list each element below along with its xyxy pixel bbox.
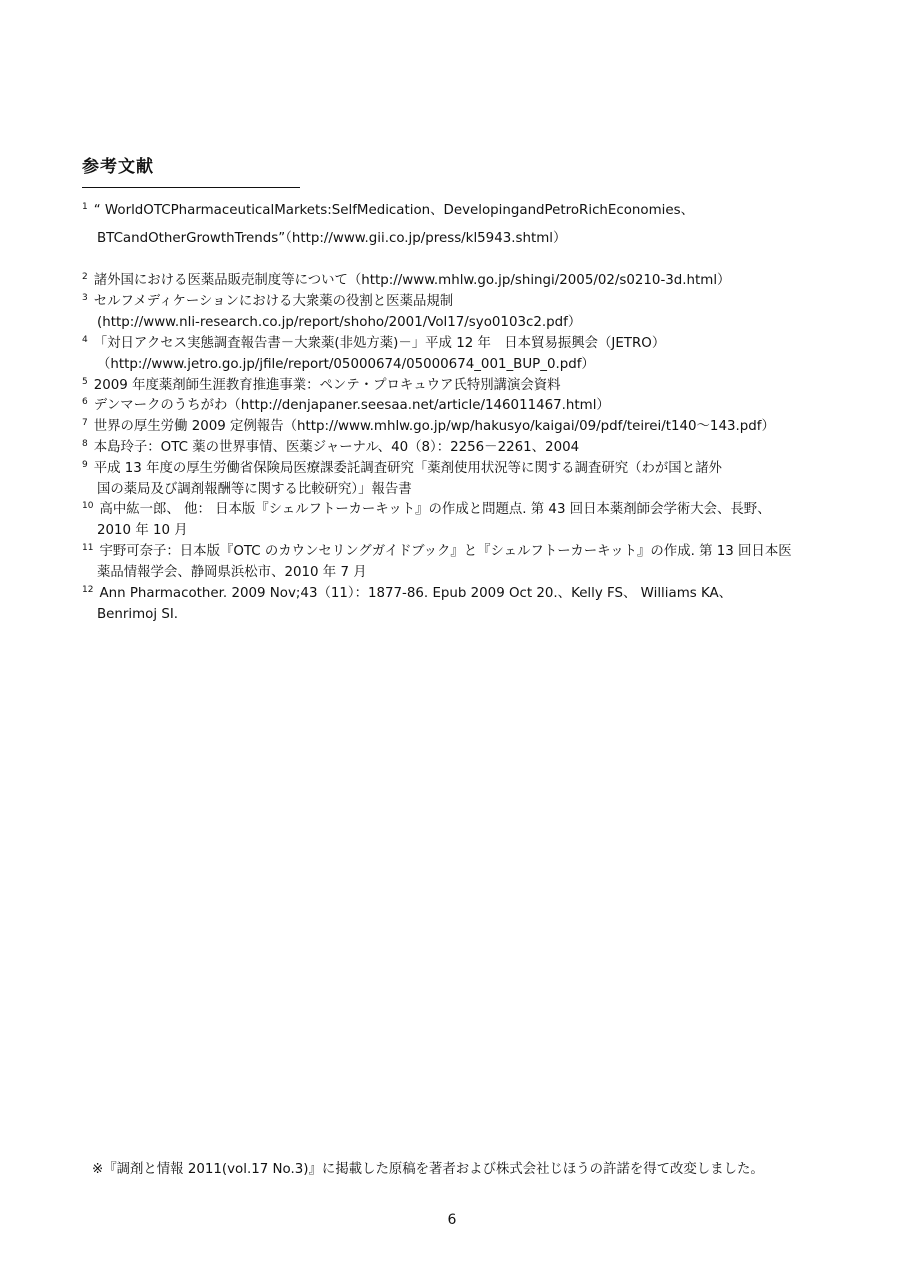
reference-text: （http://www.jetro.go.jp/jfile/report/05000674/05000674_001_BUP_0.pdf） <box>97 357 595 372</box>
footer-note: ※『調剤と情報 2011(vol.17 No.3)』に掲載した原稿を著者および株式会社じほうの許諾を得て改変しました。 <box>92 1162 764 1177</box>
reference-text: (http://www.nli-research.co.jp/report/shoho/2001/Vol17/syo0103c2.pdf） <box>97 315 582 330</box>
reference-number: 6 <box>82 397 88 407</box>
reference-text: セルフメディケーションにおける大衆薬の役割と医薬品規制 <box>93 294 454 309</box>
reference-number: 12 <box>82 585 94 595</box>
reference-text: 宇野可奈子：日本版『OTC のカウンセリングガイドブック』と『シェルフトーカーキット』の作成. 第 13 回日本医 <box>99 544 792 559</box>
reference-number: 8 <box>82 439 88 449</box>
reference-text: 薬品情報学会、静岡県浜松市、2010 年 7 月 <box>97 565 367 580</box>
references-heading: 参考文献 <box>82 157 154 177</box>
reference-9 <box>82 458 862 500</box>
reference-text: デンマークのうちがわ（http://denjapaner.seesaa.net/article/146011467.html） <box>93 398 610 413</box>
reference-2 <box>82 270 862 291</box>
reference-text: 国の薬局及び調剤報酬等に関する比較研究）」報告書 <box>97 482 412 497</box>
reference-text: 世界の厚生労働 2009 定例報告（http://www.mhlw.go.jp/wp/hakusyo/kaigai/09/pdf/teirei/t140～143.pdf） <box>93 419 775 434</box>
reference-number: 9 <box>82 460 88 470</box>
heading-divider <box>82 187 300 188</box>
reference-text: 「対日アクセス実態調査報告書－大衆薬(非処方薬)－」平成 12 年 日本貿易振興会（JETRO） <box>93 336 666 351</box>
reference-7 <box>82 416 862 437</box>
reference-text: 2010 年 10 月 <box>97 523 188 538</box>
reference-text: 平成 13 年度の厚生労働省保険局医療課委託調査研究「薬剤使用状況等に関する調査研究（わが国と諸外 <box>93 461 722 476</box>
reference-8 <box>82 437 862 458</box>
reference-1 <box>82 197 862 253</box>
reference-11 <box>82 541 862 583</box>
reference-number: 7 <box>82 418 88 428</box>
reference-number: 2 <box>82 272 88 282</box>
reference-text: 高中紘一郎、 他： 日本版『シェルフトーカーキット』の作成と問題点. 第 43 回日本薬剤師会学術大会、長野、 <box>99 502 771 517</box>
reference-number: 10 <box>82 501 94 511</box>
reference-number: 11 <box>82 543 94 553</box>
reference-5 <box>82 375 862 396</box>
reference-number: 4 <box>82 335 88 345</box>
reference-12 <box>82 583 862 625</box>
reference-6 <box>82 395 862 416</box>
reference-text: Ann Pharmacother. 2009 Nov;43（11）：1877-86. Epub 2009 Oct 20.、Kelly FS、 Williams KA、 <box>99 586 733 601</box>
reference-text: Benrimoj SI. <box>97 607 179 622</box>
reference-10 <box>82 499 862 541</box>
reference-text: BTCandOtherGrowthTrends”（http://www.gii.co.jp/press/kl5943.shtml） <box>97 231 567 246</box>
reference-number: 3 <box>82 293 88 303</box>
reference-3 <box>82 291 862 333</box>
reference-number: 1 <box>82 202 88 212</box>
reference-text: 2009 年度薬剤師生涯教育推進事業：ペンテ・プロキュウア氏特別講演会資料 <box>93 378 561 393</box>
reference-4 <box>82 333 862 375</box>
reference-number: 5 <box>82 377 88 387</box>
reference-text: “ WorldOTCPharmaceuticalMarkets:SelfMedication、DevelopingandPetroRichEconomies、 <box>93 203 694 218</box>
reference-text: 本島玲子：OTC 薬の世界事情、医薬ジャーナル、40（8）：2256－2261、2004 <box>93 440 580 455</box>
page-number: 6 <box>447 1212 457 1228</box>
reference-text: 諸外国における医薬品販売制度等について（http://www.mhlw.go.jp/shingi/2005/02/s0210-3d.html） <box>93 273 731 288</box>
